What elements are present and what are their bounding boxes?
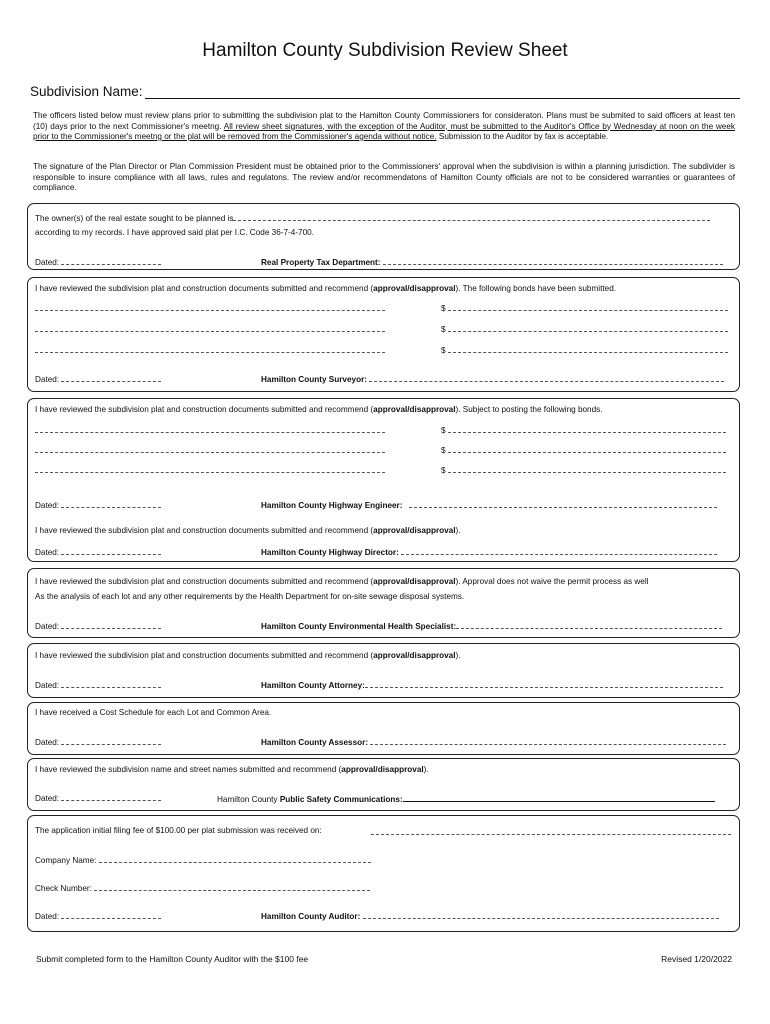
review-text-end: ). The following bonds have been submitted. <box>455 284 617 293</box>
signature-field[interactable] <box>403 792 715 802</box>
section-auditor <box>27 815 740 932</box>
fee-text: The application initial filing fee of $100.00 per plat submission was received on: <box>35 826 322 835</box>
approval-text: approval/disapproval <box>373 284 456 293</box>
signature-field[interactable] <box>370 736 726 745</box>
review-text-end: ). Approval does not waive the permit process as well <box>455 577 649 586</box>
intro-paragraph-2: The signature of the Plan Director or Plan Commission President must be obtained prior to the Commissioners' approval when the subdivision is within a planning jurisdiction. The subdivider is responsible to insure compliance with all laws, rules and regulatons. The review and/or recommendatons of Hamilton County officials are not to be considered warranties or guarantees of compliance. <box>33 162 735 192</box>
section-surveyor <box>27 277 740 392</box>
signature-field[interactable] <box>401 546 717 555</box>
dollar-sign: $ <box>441 346 446 355</box>
officer-label: Hamilton County Auditor: <box>261 912 361 921</box>
dated-label: Dated: <box>35 375 60 384</box>
bond-description-field[interactable] <box>35 424 385 433</box>
company-label: Company Name: <box>35 856 97 865</box>
approval-text: approval/disapproval <box>341 765 424 774</box>
review-text-end: ). <box>423 765 429 774</box>
approval-text: approval/disapproval <box>373 405 456 414</box>
bond-amount-field[interactable] <box>448 444 726 453</box>
subdivision-name-label: Subdivision Name: <box>30 84 143 99</box>
review-text: I have reviewed the subdivision plat and construction documents submitted and recommend ( <box>35 284 374 293</box>
footer-instructions: Submit completed form to the Hamilton County Auditor with the $100 fee <box>36 954 309 964</box>
approval-text: approval/disapproval <box>373 577 456 586</box>
dated-label: Dated: <box>35 738 60 747</box>
review-text: I have reviewed the subdivision plat and construction documents submitted and recommend ( <box>35 651 374 660</box>
signature-field[interactable] <box>363 910 719 919</box>
dated-label: Dated: <box>35 258 60 267</box>
officer-label: Hamilton County Surveyor: <box>261 375 367 384</box>
review-text-end: ). Subject to posting the following bonds. <box>455 405 603 414</box>
dated-label: Dated: <box>35 501 60 510</box>
bond-amount-field[interactable] <box>448 344 728 353</box>
signature-field[interactable] <box>383 256 723 265</box>
check-label: Check Number: <box>35 884 92 893</box>
section-real-property <box>27 203 740 270</box>
officer-label: Hamilton County Assessor: <box>261 738 369 747</box>
review-text-end: ). <box>455 526 461 535</box>
dollar-sign: $ <box>441 325 446 334</box>
review-text-line2: As the analysis of each lot and any other requirements by the Health Department for on-site sewage disposal systems. <box>35 592 465 601</box>
bond-description-field[interactable] <box>35 464 385 473</box>
dated-label: Dated: <box>35 912 60 921</box>
officer-label: Hamilton County Highway Engineer: <box>261 501 403 510</box>
bond-description-field[interactable] <box>35 302 385 311</box>
date-field[interactable] <box>61 736 161 745</box>
bond-amount-field[interactable] <box>448 464 726 473</box>
officer-label: Hamilton County Environmental Health Specialist: <box>261 622 457 631</box>
bond-amount-field[interactable] <box>448 302 728 311</box>
dollar-sign: $ <box>441 466 446 475</box>
footer-revised-date: Revised 1/20/2022 <box>661 954 732 964</box>
date-field[interactable] <box>61 373 161 382</box>
page-title: Hamilton County Subdivision Review Sheet <box>202 40 568 61</box>
signature-field[interactable] <box>456 620 722 629</box>
date-field[interactable] <box>61 546 161 555</box>
date-field[interactable] <box>61 620 161 629</box>
review-text: I have reviewed the subdivision name and street names submitted and recommend ( <box>35 765 342 774</box>
intro-text-end: Submission to the Auditor by fax is acceptable. <box>436 132 609 141</box>
bond-description-field[interactable] <box>35 344 385 353</box>
dated-label: Dated: <box>35 794 60 803</box>
dollar-sign: $ <box>441 426 446 435</box>
bond-amount-field[interactable] <box>448 424 726 433</box>
subdivision-name-row <box>30 84 740 99</box>
officer-label: Public Safety Communications: <box>279 795 403 804</box>
officer-label: Hamilton County Highway Director: <box>261 548 399 557</box>
dated-label: Dated: <box>35 681 60 690</box>
dated-label: Dated: <box>35 548 60 557</box>
approval-text: approval/disapproval <box>373 526 456 535</box>
review-text: I have reviewed the subdivision plat and construction documents submitted and recommend ( <box>35 405 374 414</box>
review-text: I have reviewed the subdivision plat and construction documents submitted and recommend ( <box>35 577 374 586</box>
records-text: according to my records. I have approved said plat per I.C. Code 36-7-4-700. <box>35 228 314 237</box>
section-assessor <box>27 702 740 755</box>
review-text-end: ). <box>455 651 461 660</box>
section-environmental-health <box>27 568 740 638</box>
dollar-sign: $ <box>441 446 446 455</box>
signature-field[interactable] <box>409 499 717 508</box>
approval-text: approval/disapproval <box>373 651 456 660</box>
section-highway <box>27 398 740 562</box>
officer-label: Real Property Tax Department: <box>261 258 381 267</box>
intro-underlined-text: All review sheet signatures, with the exception of the Auditor, must be submitted to the Auditor's Office by Wednesday at noon on the week prior to the Commissioner's meetng or the plat will be removed from the Commissioner's agenda without notice. <box>33 121 735 141</box>
date-field[interactable] <box>61 679 161 688</box>
owner-field[interactable] <box>233 212 710 221</box>
officer-label: Hamilton County Attorney: <box>261 681 365 690</box>
owner-label: The owner(s) of the real estate sought to be planned is <box>35 214 234 223</box>
check-number-field[interactable] <box>94 882 370 891</box>
fee-received-date-field[interactable] <box>371 826 731 835</box>
bond-amount-field[interactable] <box>448 323 728 332</box>
dollar-sign: $ <box>441 304 446 313</box>
signature-field[interactable] <box>369 373 724 382</box>
section-public-safety <box>27 758 740 811</box>
intro-text: The officers listed below must review plans prior to submitting the subdivision plat to the Hamilton County Commissioners for consideraton. Plans must be submited to said officers at least ten (10) days prior to the next Commissioner's meetng. <box>33 111 735 131</box>
date-field[interactable] <box>61 256 161 265</box>
cost-schedule-text: I have received a Cost Schedule for each Lot and Common Area. <box>35 708 272 717</box>
date-field[interactable] <box>61 910 161 919</box>
review-text: I have reviewed the subdivision plat and construction documents submitted and recommend ( <box>35 526 374 535</box>
date-field[interactable] <box>61 792 161 801</box>
officer-label-prefix: Hamilton County <box>217 795 280 804</box>
dated-label: Dated: <box>35 622 60 631</box>
bond-description-field[interactable] <box>35 323 385 332</box>
section-attorney <box>27 643 740 698</box>
intro-paragraph-1 <box>33 111 735 143</box>
bond-description-field[interactable] <box>35 444 385 453</box>
signature-field[interactable] <box>365 679 723 688</box>
date-field[interactable] <box>61 499 161 508</box>
subdivision-name-field[interactable] <box>145 84 740 99</box>
company-name-field[interactable] <box>99 854 371 863</box>
